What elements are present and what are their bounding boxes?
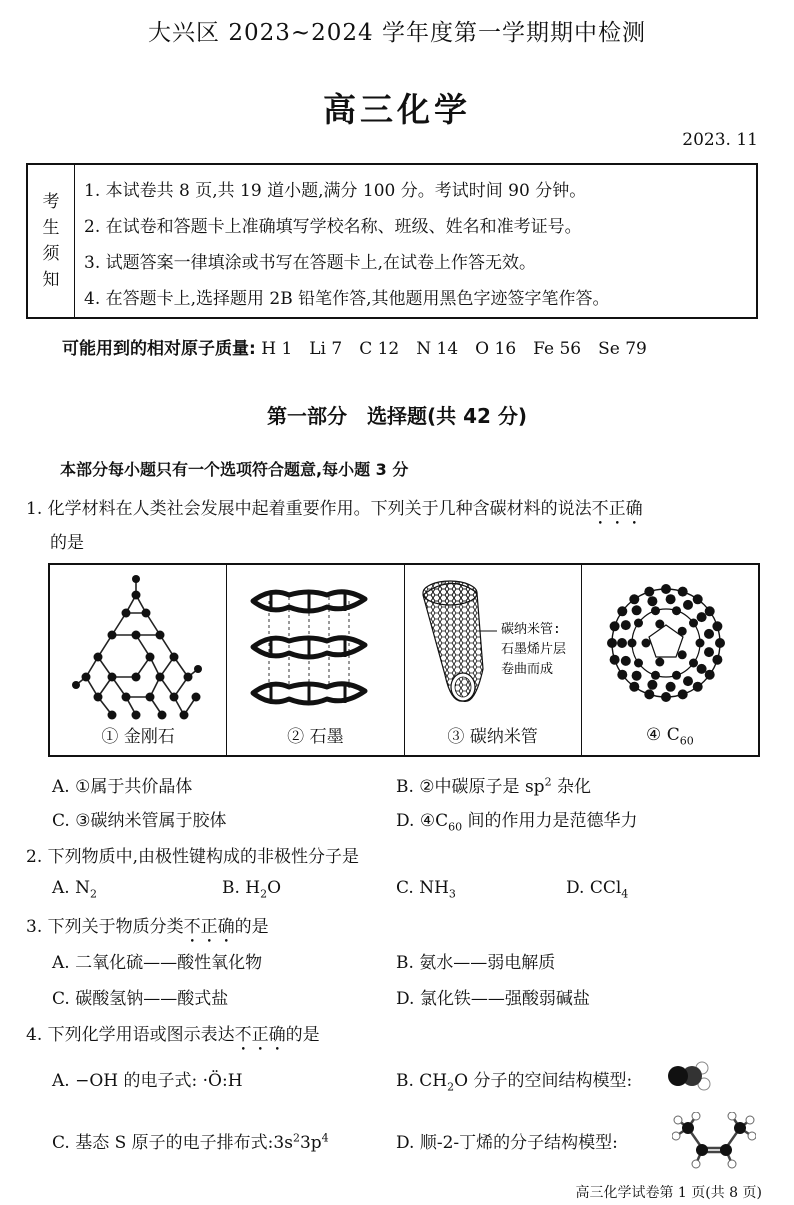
atomic-mass-values: H 1 Li 7 C 12 N 14 O 16 Fe 56 Se 79 — [261, 339, 647, 359]
carbon-atom — [692, 594, 702, 604]
ch2o-model-icon — [666, 1060, 714, 1092]
q2-option-d-sub: 4 — [621, 887, 629, 901]
carbon-atom — [634, 659, 643, 668]
nanotube-caption: ③ 碳纳米管 — [447, 727, 538, 747]
carbon-atom — [672, 671, 681, 680]
carbon-atom — [677, 627, 686, 636]
q1-option-d-end: 间的作用力是范德华力 — [462, 811, 638, 831]
carbon-atom — [704, 647, 714, 657]
c60-caption-text: ④ C — [646, 724, 680, 745]
q2-option-d — [566, 878, 628, 900]
q4-option-a-text: A. −OH 的电子式: — [52, 1071, 198, 1091]
q2-option-b — [222, 878, 281, 900]
page-footer: 高三化学试卷第 1 页(共 8 页) — [575, 1185, 762, 1201]
q4-option-c-mid: 3p — [299, 1133, 322, 1153]
hydroxyl-electron-formula: ·Ö:H — [202, 1071, 243, 1091]
carbon-atom — [634, 619, 643, 628]
q1-stem-pre: 1. 化学材料在人类社会发展中起着重要作用。下列关于几种含碳材料的说法 — [26, 499, 592, 519]
c60-caption — [582, 725, 758, 747]
atomic-mass-line — [62, 334, 647, 359]
notice-label — [28, 165, 75, 317]
carbon-materials-figure — [48, 563, 760, 757]
carbon-atom — [641, 639, 650, 648]
carbon-atom — [609, 621, 619, 631]
q2-option-a — [52, 878, 97, 900]
carbon-atom — [704, 606, 714, 616]
notice-item: 2. 在试卷和答题卡上准确填写学校名称、班级、姓名和准考证号。 — [84, 217, 582, 237]
q3-stem-end: 的是 — [234, 917, 269, 937]
q1-option-b-end: 杂化 — [551, 777, 591, 797]
q1-option-d — [396, 806, 638, 833]
carbon-atom — [665, 682, 675, 692]
carbon-atom — [651, 671, 660, 680]
carbon-atom — [655, 658, 664, 667]
q4-option-c-text: C. 基态 S 原子的电子排布式:3s — [52, 1133, 293, 1153]
carbon-atom — [704, 629, 714, 639]
carbon-atom — [629, 682, 639, 692]
carbon-atom — [647, 680, 657, 690]
notice-label-char: 知 — [42, 270, 60, 290]
q2-option-c-sub: 3 — [448, 887, 456, 901]
q1-option-d-sub: 60 — [448, 820, 463, 834]
carbon-atom — [661, 584, 671, 594]
q3-stem-emphasis: 不正确 — [183, 917, 235, 937]
carbon-atom — [712, 655, 722, 665]
nanotube-annotation-line1: 碳纳米管: — [500, 622, 561, 637]
q4-stem-emphasis: 不正确 — [234, 1025, 286, 1045]
q1-option-b-text: B. ②中碳原子是 sp — [396, 777, 545, 797]
carbon-atom — [689, 619, 698, 628]
q2-option-b-sub: 2 — [260, 887, 268, 901]
q4-option-a — [52, 1066, 243, 1091]
carbon-atom — [655, 620, 664, 629]
carbon-atom — [715, 638, 725, 648]
notice-label-char: 须 — [42, 244, 60, 264]
carbon-atom — [661, 692, 671, 702]
carbon-atom — [629, 594, 639, 604]
carbon-atom — [609, 655, 619, 665]
nanotube-annotation-line3: 卷曲而成 — [500, 662, 553, 677]
carbon-atom — [695, 639, 704, 648]
q1-option-b-sup: 2 — [544, 775, 552, 789]
carbon-atom — [621, 620, 631, 630]
q2-stem: 2. 下列物质中,由极性键构成的非极性分子是 — [26, 847, 360, 867]
q4-stem-end: 的是 — [285, 1025, 320, 1045]
atomic-mass-label: 可能用到的相对原子质量: — [62, 339, 256, 359]
section-note: 本部分每小题只有一个选项符合题意,每小题 3 分 — [60, 460, 409, 479]
carbon-atom — [631, 671, 641, 681]
carbon-atom — [712, 621, 722, 631]
notice-label-char: 生 — [42, 218, 60, 238]
carbon-atom — [647, 596, 657, 606]
q2-option-c-text: C. NH — [396, 878, 449, 898]
carbon-atom — [631, 605, 641, 615]
carbon-atom — [696, 664, 706, 674]
section-title: 第一部分 选择题(共 42 分) — [266, 404, 528, 428]
carbon-atom — [683, 676, 693, 686]
carbon-atom — [617, 638, 627, 648]
graphite-cell — [227, 565, 404, 755]
carbon-atom — [627, 639, 636, 648]
carbon-atom — [665, 594, 675, 604]
carbon-atom — [617, 606, 627, 616]
q4-option-c — [52, 1128, 329, 1153]
q4-option-b-sub: 2 — [447, 1080, 455, 1094]
q3-option-b: B. 氨水——弱电解质 — [396, 953, 556, 973]
q4-option-d: D. 顺-2-丁烯的分子结构模型: — [396, 1133, 618, 1153]
carbon-atom — [704, 670, 714, 680]
graphite-caption: ② 石墨 — [287, 727, 344, 747]
diamond-cell — [50, 565, 227, 755]
notice-item: 1. 本试卷共 8 页,共 19 道小题,满分 100 分。考试时间 90 分钟。 — [84, 181, 587, 201]
carbon-atom — [677, 689, 687, 699]
q4-stem — [26, 1020, 320, 1055]
q4-option-c-sup2: 4 — [321, 1131, 329, 1145]
exam-date: 2023. 11 — [682, 130, 758, 150]
q2-option-d-text: D. CCl — [566, 878, 622, 898]
q3-stem — [26, 912, 269, 947]
q1-stem — [26, 494, 643, 529]
carbon-atom — [696, 612, 706, 622]
nanotube-annotation-line2: 石墨烯片层 — [500, 642, 566, 657]
q1-option-a: A. ①属于共价晶体 — [52, 777, 193, 797]
q3-option-a: A. 二氧化硫——酸性氧化物 — [52, 953, 263, 973]
q4-option-b-text: B. CH — [396, 1071, 448, 1091]
carbon-atom — [607, 638, 617, 648]
subject-title: 高三化学 — [323, 90, 471, 129]
q4-stem-pre: 4. 下列化学用语或图示表达 — [26, 1025, 235, 1045]
nanotube-cell — [405, 565, 582, 755]
carbon-atom — [677, 587, 687, 597]
q1-option-d-text: D. ④C — [396, 811, 449, 831]
notice-item: 4. 在答题卡上,选择题用 2B 铅笔作答,其他题用黑色字迹签字笔作答。 — [84, 289, 610, 309]
q3-stem-pre: 3. 下列关于物质分类 — [26, 917, 184, 937]
q3-option-d: D. 氯化铁——强酸弱碱盐 — [396, 989, 590, 1009]
c60-cell — [582, 565, 758, 755]
c60-caption-sub: 60 — [679, 734, 694, 747]
carbon-atom — [689, 659, 698, 668]
q1-option-b — [396, 772, 591, 797]
carbon-atom — [651, 606, 660, 615]
q3-option-c: C. 碳酸氢钠——酸式盐 — [52, 989, 229, 1009]
notice-item: 3. 试题答案一律填涂或书写在答题卡上,在试卷上作答无效。 — [84, 253, 537, 273]
q4-option-c-sup1: 2 — [292, 1131, 300, 1145]
carbon-atom — [644, 689, 654, 699]
carbon-atom — [692, 682, 702, 692]
carbon-atom — [644, 587, 654, 597]
carbon-atom — [677, 650, 686, 659]
q4-option-b — [396, 1066, 632, 1093]
carbon-atom — [617, 670, 627, 680]
q1-option-c: C. ③碳纳米管属于胶体 — [52, 811, 227, 831]
carbon-atom — [621, 656, 631, 666]
diamond-caption: ① 金刚石 — [101, 727, 175, 747]
q2-option-a-text: A. N — [52, 878, 90, 898]
exam-title: 大兴区 2023~2024 学年度第一学期期中检测 — [148, 20, 646, 46]
q2-option-c — [396, 878, 456, 900]
q2-option-a-sub: 2 — [89, 887, 97, 901]
carbon-atom — [683, 600, 693, 610]
q2-option-b-end: O — [267, 878, 282, 898]
q2-option-b-text: B. H — [222, 878, 261, 898]
notice-items — [84, 173, 610, 317]
cis-2-butene-model-icon — [672, 1112, 756, 1170]
q1-stem-end: 的是 — [50, 533, 84, 553]
candidate-notice-box — [26, 163, 758, 319]
carbon-atom — [672, 606, 681, 615]
notice-label-char: 考 — [42, 192, 60, 212]
q1-stem-emphasis: 不正确 — [591, 499, 643, 519]
q4-option-b-end: O 分子的空间结构模型: — [454, 1071, 633, 1091]
